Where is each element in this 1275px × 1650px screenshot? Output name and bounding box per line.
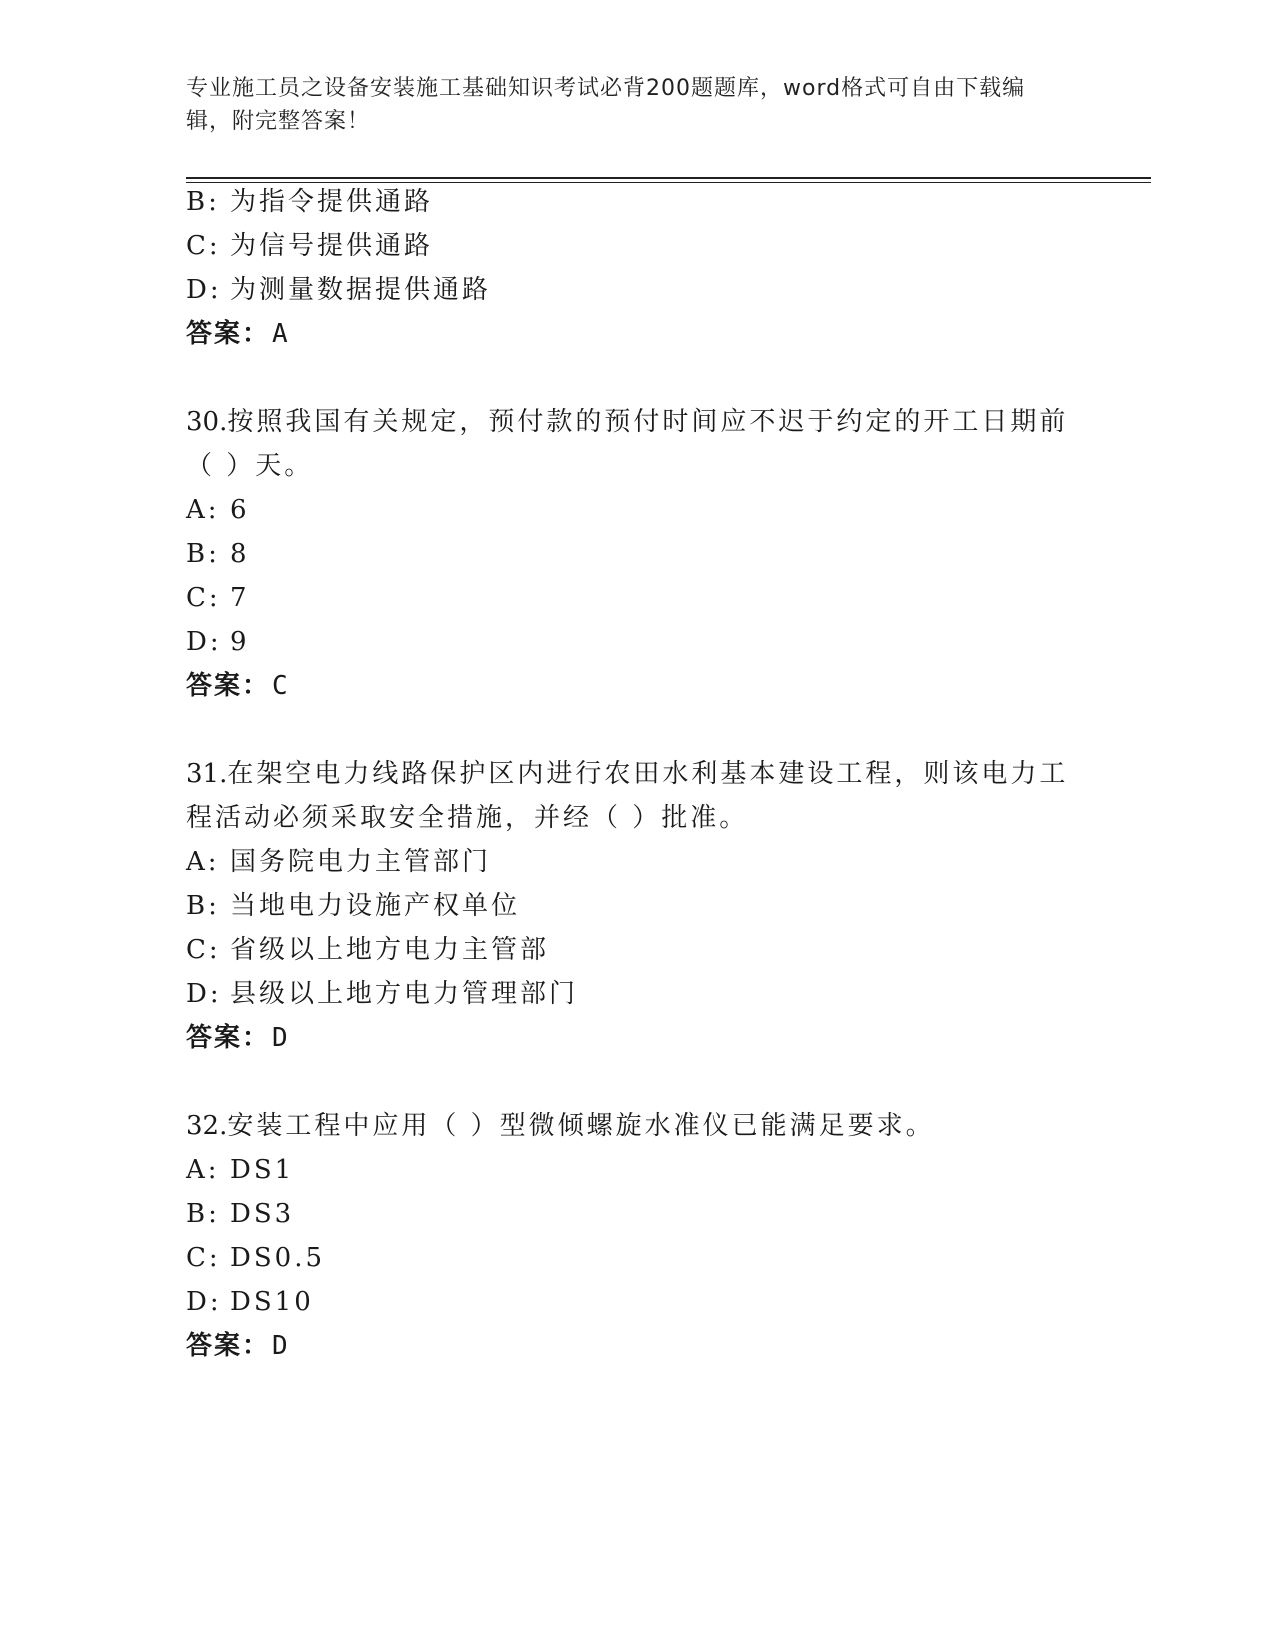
option-text: 为信号提供通路 [230, 231, 434, 261]
option-key: D: [186, 627, 222, 657]
question-text-line2: （ ）天。 [186, 451, 314, 481]
header-divider-thick [186, 177, 1151, 179]
option-key: C: [186, 583, 221, 613]
question-number: 30. [186, 407, 228, 437]
option-text: 9 [230, 627, 250, 657]
answer-value: D [272, 1331, 290, 1361]
question-31-stem [186, 756, 1068, 792]
answer-line [186, 1328, 290, 1364]
option-text: 6 [230, 495, 250, 525]
question-30-stem-cont [186, 448, 313, 484]
question-text-line2: 程活动必须采取安全措施，并经（ ）批准。 [186, 803, 749, 833]
option-c [186, 1240, 325, 1276]
question-text-line1: 安装工程中应用（ ）型微倾螺旋水准仪已能满足要求。 [227, 1111, 935, 1141]
answer-line [186, 1020, 290, 1056]
option-key: D: [186, 275, 222, 305]
option-key: C: [186, 935, 221, 965]
option-key: B: [186, 891, 220, 921]
answer-label: 答案： [186, 671, 271, 701]
option-text: 县级以上地方电力管理部门 [230, 979, 579, 1009]
answer-label: 答案： [186, 1331, 271, 1361]
option-text: 当地电力设施产权单位 [230, 891, 521, 921]
option-b [186, 888, 520, 924]
option-d [186, 1284, 314, 1320]
option-text: 省级以上地方电力主管部 [230, 935, 550, 965]
option-key: D: [186, 979, 222, 1009]
option-d [186, 272, 491, 308]
option-key: C: [186, 1243, 221, 1273]
option-text: DS0.5 [230, 1243, 326, 1273]
option-key: B: [186, 1199, 220, 1229]
option-text: 为指令提供通路 [230, 187, 434, 217]
option-text: 8 [230, 539, 250, 569]
option-b [186, 184, 433, 220]
option-key: A: [186, 1155, 220, 1185]
header-divider-thin [186, 182, 1151, 183]
question-text-line1: 在架空电力线路保护区内进行农田水利基本建设工程，则该电力工 [227, 759, 1069, 789]
answer-value: A [272, 319, 290, 349]
option-c [186, 932, 549, 968]
answer-value: D [272, 1023, 290, 1053]
option-key: D: [186, 1287, 222, 1317]
option-key: B: [186, 187, 220, 217]
document-header: 专业施工员之设备安装施工基础知识考试必背200题题库，word格式可自由下载编辑，附完整答案！ [186, 76, 1026, 134]
option-text: DS10 [230, 1287, 314, 1317]
option-text: 7 [230, 583, 250, 613]
option-text: DS3 [230, 1199, 295, 1229]
question-number: 32. [186, 1111, 228, 1141]
question-31-stem-cont [186, 800, 748, 836]
option-text: 为测量数据提供通路 [230, 275, 492, 305]
option-key: B: [186, 539, 220, 569]
option-text: 国务院电力主管部门 [230, 847, 492, 877]
option-c [186, 228, 433, 264]
option-a [186, 844, 491, 880]
option-key: A: [186, 847, 220, 877]
answer-label: 答案： [186, 319, 271, 349]
option-b [186, 1196, 294, 1232]
answer-line [186, 668, 290, 704]
option-c [186, 580, 250, 616]
option-b [186, 536, 250, 572]
answer-value: C [272, 671, 290, 701]
option-a [186, 492, 250, 528]
option-d [186, 624, 250, 660]
answer-line [186, 316, 290, 352]
option-a [186, 1152, 294, 1188]
option-text: DS1 [230, 1155, 295, 1185]
question-text-line1: 按照我国有关规定，预付款的预付时间应不迟于约定的开工日期前 [227, 407, 1069, 437]
option-key: A: [186, 495, 220, 525]
question-number: 31. [186, 759, 228, 789]
question-30-stem [186, 404, 1068, 440]
option-d [186, 976, 578, 1012]
answer-label: 答案： [186, 1023, 271, 1053]
question-32-stem [186, 1108, 935, 1144]
option-key: C: [186, 231, 221, 261]
